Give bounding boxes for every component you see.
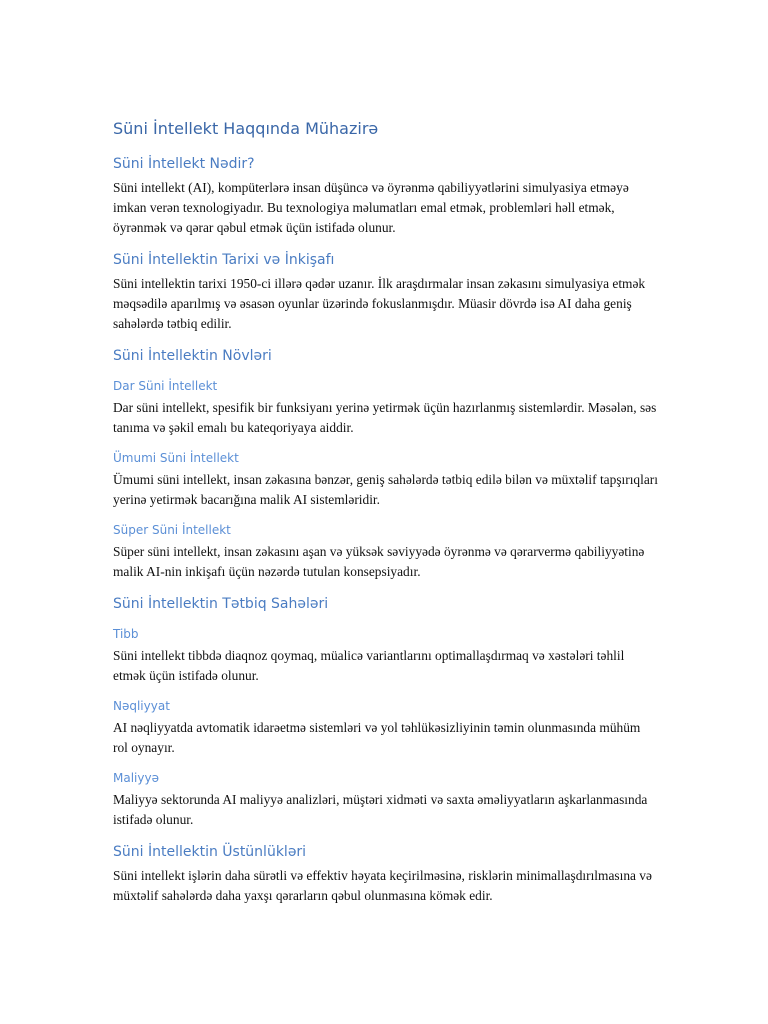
section-heading-history: Süni İntellektin Tarixi və İnkişafı — [113, 252, 335, 268]
subsection-body-super-ai: Süper süni intellekt, insan zəkasını aşan və yüksək səviyyədə öyrənmə və qərarvermə qabiliyyətinə malik AI-nin inkişafı üçün nəzərdə tutulan konsepsiyadır. — [113, 544, 645, 579]
section-heading-advantages: Süni İntellektin Üstünlükləri — [113, 844, 307, 860]
subsection-heading-transport: Nəqliyyat — [113, 699, 170, 713]
section-body-history: Süni intellektin tarixi 1950-ci illərə qədər uzanır. İlk araşdırmalar insan zəkasını simulyasiya etmək məqsədilə aparılmış və əsasən oyunlar üzərində fokuslanmışdır. Müasir dövrdə isə AI daha geniş sahələrdə tətbiq edilir. — [113, 276, 646, 331]
subsection-body-medicine: Süni intellekt tibbdə diaqnoz qoymaq, müalicə variantlarını optimallaşdırmaq və xəstələri təhlil etmək üçün istifadə olunur. — [113, 648, 625, 683]
subsection-heading-super-ai: Süper Süni İntellekt — [113, 523, 231, 537]
subsection-body-finance: Maliyyə sektorunda AI maliyyə analizləri, müştəri xidməti və saxta əməliyyatların aşkarlanmasında istifadə olunur. — [113, 792, 648, 827]
section-body-advantages: Süni intellekt işlərin daha sürətli və effektiv həyata keçirilməsinə, risklərin minimallaşdırılmasına və müxtəlif sahələrdə daha yaxşı qərarların qəbul olunmasına kömək edir. — [113, 868, 652, 903]
subsection-heading-medicine: Tibb — [113, 627, 139, 641]
section-heading-applications: Süni İntellektin Tətbiq Sahələri — [113, 596, 329, 612]
document-title: Süni İntellekt Haqqında Mühazirə — [113, 119, 379, 138]
subsection-heading-general-ai: Ümumi Süni İntellekt — [113, 451, 239, 465]
subsection-heading-narrow-ai: Dar Süni İntellekt — [113, 379, 218, 393]
section-body-what-is-ai: Süni intellekt (AI), kompüterlərə insan düşüncə və öyrənmə qabiliyyətlərini simulyasiya etməyə imkan verən texnologiyadır. Bu texnologiya məlumatları emal etmək, problemləri həll etmək, öyrənmək və qərar qəbul etmək üçün istifadə olunur. — [113, 180, 629, 235]
subsection-body-transport: AI nəqliyyatda avtomatik idarəetmə sistemləri və yol təhlükəsizliyinin təmin olunmasında mühüm rol oynayır. — [113, 720, 641, 755]
document-page — [113, 118, 658, 918]
section-heading-what-is-ai: Süni İntellekt Nədir? — [113, 156, 255, 172]
subsection-heading-finance: Maliyyə — [113, 771, 159, 785]
subsection-body-general-ai: Ümumi süni intellekt, insan zəkasına bənzər, geniş sahələrdə tətbiq edilə bilən və müxtəlif tapşırıqları yerinə yetirmək bacarığına malik AI sistemləridir. — [113, 472, 658, 507]
subsection-body-narrow-ai: Dar süni intellekt, spesifik bir funksiyanı yerinə yetirmək üçün hazırlanmış sistemlərdir. Məsələn, səs tanıma və şəkil emalı bu kateqoriyaya aiddir. — [113, 400, 657, 435]
section-heading-types: Süni İntellektin Növləri — [113, 348, 272, 364]
